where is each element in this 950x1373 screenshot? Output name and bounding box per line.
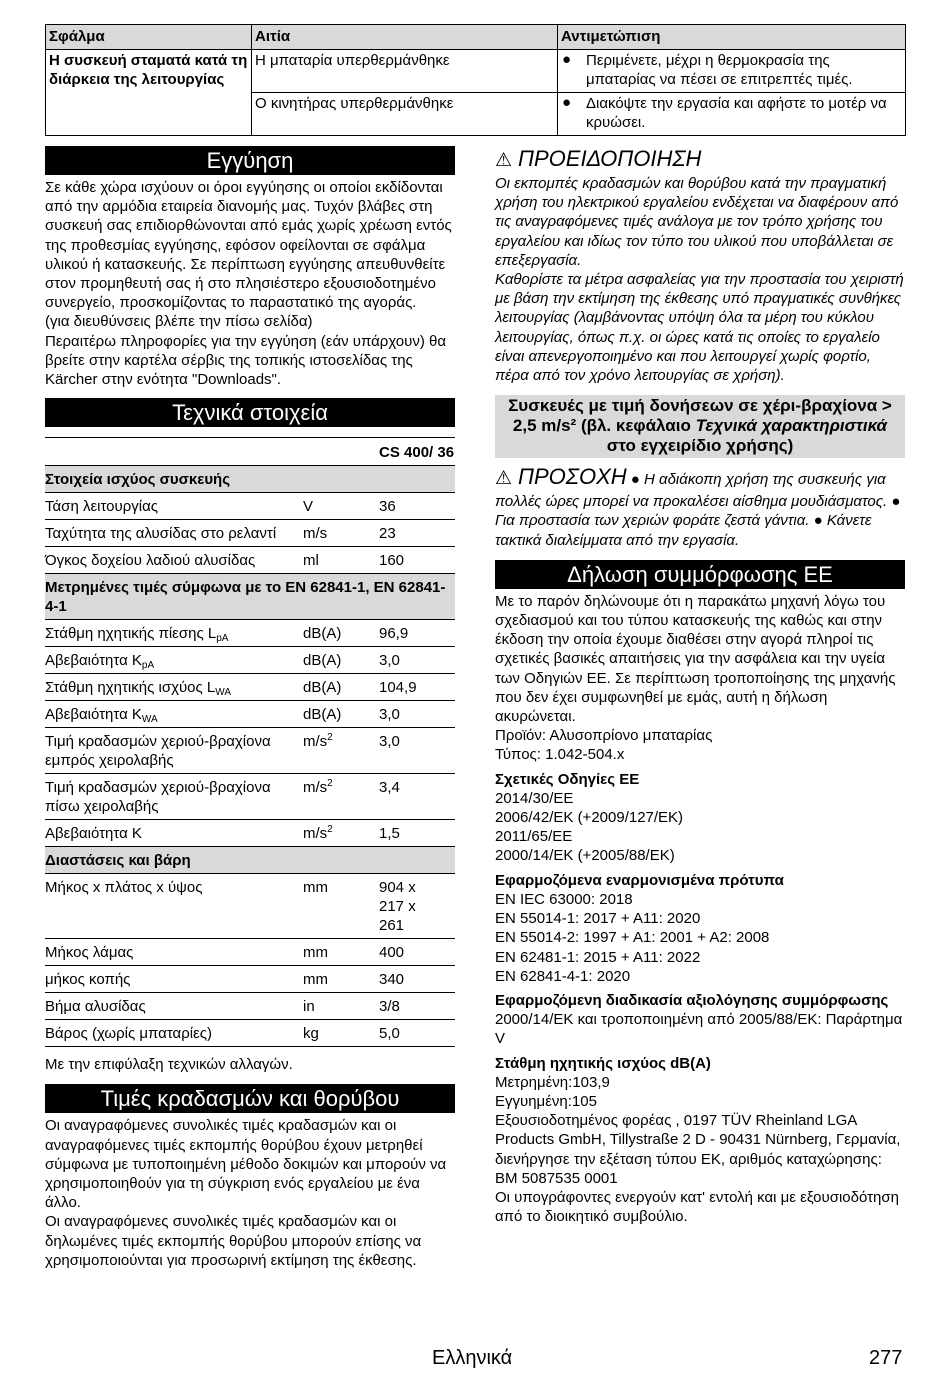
table-row: [45, 674, 455, 701]
row-label: Ταχύτητα της αλυσίδας στο ρελαντί: [45, 520, 303, 547]
table-row: [45, 874, 455, 939]
list-item: EN 62481-1: 2015 + A11: 2022: [495, 948, 701, 966]
list-item: 2006/42/ΕΚ (+2009/127/ΕΚ): [495, 809, 684, 827]
model-name: CS 400/ 36: [379, 438, 455, 466]
bullet-icon: ●: [562, 94, 572, 111]
remedy-text: Περιμένετε, μέχρι η θερμοκρασία της μπαταρίας να πέσει σε επιτρεπτές τιμές.: [586, 52, 853, 88]
row-label: μήκος κοπής: [45, 966, 303, 993]
table-row: [45, 520, 455, 547]
row-unit: $m/s^2$: [303, 728, 379, 774]
table-row: [45, 820, 455, 847]
table-row: [45, 939, 455, 966]
row-unit: kg: [303, 1020, 379, 1047]
page-number: 277: [869, 1347, 903, 1369]
header-cause: Αιτία: [252, 25, 558, 50]
warning-text-1: Οι εκπομπές κραδασμών και θορύβου κατά την πραγματική χρήση του ηλεκτρικού εργαλείου ενδέχεται να διαφέρουν από τις αναγραφόμενες τιμές ανάλογα με τον τρόπο χρήσης του εργαλείου και ιδίως τον τύπο του υλικού που υποβάλλεται σε επεξεργασία.: [495, 175, 899, 269]
row-unit: mm: [303, 939, 379, 966]
warning-triangle-icon: ⚠: [495, 468, 513, 490]
list-item: EN 55014-2: 1997 + A1: 2001 + A2: 2008: [495, 929, 770, 947]
warning-triangle-icon: ⚠: [495, 150, 513, 171]
row-unit: V: [303, 493, 379, 520]
cause-cell: Ο κινητήρας υπερθερμάνθηκε: [252, 93, 558, 136]
warranty-text: Σε κάθε χώρα ισχύουν οι όροι εγγύησης οι οποίοι εκδίδονται από την αρμόδια εταιρεία διανομής μας. Τυχόν βλάβες στη συσκευή σας επιδιορθώνονται από εμάς χωρίς χρέωση εντός της προθεσμίας εγγύησης, εφόσον οφείλονται σε σφάλμα υλικού ή κατασκευής. Σε περίπτωση εγγύησης απευθυνθείτε στον προμηθευτή σας ή στο πλησιέστερο εξουσιοδοτημένο συνεργείο, προσκομίζοντας το παραστατικό της αγοράς.: [45, 179, 452, 312]
warning-text-2: Καθορίστε τα μέτρα ασφαλείας για την προστασία του χειριστή με βάση την εκτίμηση της έκθεσης υπό πραγματικές συνθήκες λειτουργίας (λαμβάνοντας υπόψη όλα τα μέρη του κύκλου λειτουργίας, όπως π.χ. οι ώρες κατά τις οποίες το εργαλείο είναι απενεργοποιημένο και που λειτουργεί χωρίς φορτίο, πέρα από τον χρόνο λειτουργίας σε χρήση).: [495, 271, 904, 385]
list-item: EN IEC 63000: 2018: [495, 890, 633, 908]
row-label: Μήκος λάμας: [45, 939, 303, 966]
list-item: EN 55014-1: 2017 + A11: 2020: [495, 910, 701, 928]
tech-heading: Τεχνικά στοιχεία: [45, 398, 455, 427]
troubleshooting-header-row: [46, 25, 906, 50]
conformity-heading: Δήλωση συμμόρφωσης ΕΕ: [495, 560, 905, 589]
conformity-type: Τύπος: 1.042-504.x: [495, 746, 625, 764]
row-value: 3,4: [379, 774, 455, 820]
header-fault: Σφάλμα: [46, 25, 252, 50]
table-row: [46, 50, 906, 93]
list-item: EN 62841-4-1: 2020: [495, 967, 631, 985]
table-row: [45, 701, 455, 728]
footer-language: Ελληνικά: [432, 1347, 513, 1369]
row-label: Μήκος x πλάτος x ύψος: [45, 874, 303, 939]
row-label: Αβεβαιότητα $K_{WA}$: [45, 701, 303, 728]
standards-heading: Εφαρμοζόμενα εναρμονισμένα πρότυπα: [495, 871, 784, 889]
sound-guaranteed: Εγγυημένη:105: [495, 1092, 597, 1110]
row-value: 400: [379, 939, 455, 966]
conformity-intro: Με το παρόν δηλώνουμε ότι η παρακάτω μηχανή λόγω του σχεδιασμού και του τύπου κατασκευής της καθώς και στην έκδοση την οποία έχουμε διαθέσει στην αγορά πληροί τις σχετικές βασικές απαιτήσεις για την ασφάλεια και την υγεία των Οδηγιών ΕΕ. Σε περίπτωση τροποποίησης της μηχανής που δεν έχει συμφωνηθεί με εμάς, αυτή η δήλωση ακυρώνεται.: [495, 592, 896, 726]
bullet-icon: ●: [562, 51, 572, 68]
row-value: 160: [379, 547, 455, 574]
section-power: Στοιχεία ισχύος συσκευής: [45, 466, 455, 493]
row-unit: dB(A): [303, 647, 379, 674]
row-unit: mm: [303, 874, 379, 939]
signers-text: Οι υπογράφοντες ενεργούν κατ' εντολή και με εξουσιοδότηση από το διοικητικό συμβούλιο.: [495, 1188, 899, 1226]
table-row: [45, 620, 455, 647]
row-unit: dB(A): [303, 674, 379, 701]
warranty-more: Περαιτέρω πληροφορίες για την εγγύηση (εάν υπάρχουν) θα βρείτε στην καρτέλα σέρβις της τοπικής ιστοσελίδας της Kärcher στην ενότητα "Downloads".: [45, 332, 447, 389]
vibration-text-1: Οι αναγραφόμενες συνολικές τιμές κραδασμών και οι αναγραφόμενες τιμές εκπομπής θορύβου έχουν μετρηθεί σύμφωνα με τυποποιημένη μέθοδο δοκιμών και μπορούν να χρησιμοποιηθούν για τη σύγκριση ενός εργαλείου με ένα άλλο.: [45, 1117, 447, 1212]
directives-heading: Σχετικές Οδηγίες ΕΕ: [495, 770, 640, 788]
row-value: 104,9: [379, 674, 455, 701]
row-label: Τιμή κραδασμών χεριού-βραχίονα πίσω χειρολαβής: [45, 774, 303, 820]
row-value: 3,0: [379, 647, 455, 674]
table-row: [45, 966, 455, 993]
list-item: 2011/65/ΕΕ: [495, 828, 573, 846]
vibration-notice-box: Συσκευές με τιμή δονήσεων σε χέρι-βραχίονα > 2,5 m/s² (βλ. κεφάλαιο Τεχνικά χαρακτηριστικά στο εγχειρίδιο χρήσης): [495, 395, 905, 458]
right-column: [495, 146, 905, 1226]
warning-heading: [495, 146, 905, 174]
row-value: 23: [379, 520, 455, 547]
row-unit: m/s: [303, 520, 379, 547]
left-column: [45, 146, 455, 1270]
tech-table: [45, 437, 455, 1047]
row-label: Στάθμη ηχητικής ισχύος $L_{WA}$: [45, 674, 303, 701]
remedy-cell: [558, 50, 906, 93]
row-value: 3/8: [379, 993, 455, 1020]
row-label: Αβεβαιότητα K: [45, 820, 303, 847]
row-value: 36: [379, 493, 455, 520]
row-unit: dB(A): [303, 701, 379, 728]
caution-block: [495, 464, 905, 550]
row-unit: dB(A): [303, 620, 379, 647]
row-value: 340: [379, 966, 455, 993]
cause-cell: Η μπαταρία υπερθερμάνθηκε: [252, 50, 558, 93]
table-row: [45, 547, 455, 574]
row-label: Βήμα αλυσίδας: [45, 993, 303, 1020]
row-unit: ml: [303, 547, 379, 574]
caution-text: ● Η αδιάκοπη χρήση της συσκευής για πολλές ώρες μπορεί να προκαλέσει αίσθημα μουδιάσματος. ● Για προστασία των χεριών φοράτε ζεστά γάντια. ● Κάνετε τακτικά διαλείμματα από την εργασία.: [495, 471, 901, 549]
warning-title: ΠΡΟΕΙΔΟΠΟΙΗΣΗ: [518, 146, 702, 171]
row-label: Αβεβαιότητα $K_{pA}$: [45, 647, 303, 674]
list-item: 2014/30/ΕΕ: [495, 789, 574, 807]
vibration-text-2: Οι αναγραφόμενες συνολικές τιμές κραδασμών και οι δηλωμένες τιμές εκπομπής θορύβου μπορούν επίσης να χρησιμοποιούνται για προσωρινή εκτίμηση της έκθεσης.: [45, 1213, 422, 1269]
row-value: 3,0: [379, 701, 455, 728]
row-unit: $m/s^2$: [303, 774, 379, 820]
row-value: 3,0: [379, 728, 455, 774]
warranty-note: (για διευθύνσεις βλέπε την πίσω σελίδα): [45, 313, 313, 331]
section-row: [45, 466, 455, 493]
row-label: Τάση λειτουργίας: [45, 493, 303, 520]
table-row: [45, 728, 455, 774]
row-unit: mm: [303, 966, 379, 993]
remedy-text: Διακόψτε την εργασία και αφήστε το μοτέρ να κρυώσει.: [586, 95, 887, 131]
list-item: 2000/14/ΕΚ (+2005/88/ΕΚ): [495, 847, 675, 865]
row-label: Όγκος δοχείου λαδιού αλυσίδας: [45, 547, 303, 574]
section-measured: Μετρημένες τιμές σύμφωνα με το EN 62841-1, EN 62841-4-1: [45, 574, 455, 620]
row-label: Βάρος (χωρίς μπαταρίες): [45, 1020, 303, 1047]
row-unit: in: [303, 993, 379, 1020]
caution-heading: ⚠ ΠΡΟΣΟΧΗ: [495, 464, 627, 490]
table-row: [45, 438, 455, 466]
conformity-product: Προϊόν: Αλυσοπρίονο μπαταρίας: [495, 727, 713, 745]
table-row: [45, 1020, 455, 1047]
row-value: 1,5: [379, 820, 455, 847]
vibration-heading: Τιμές κραδασμών και θορύβου: [45, 1084, 455, 1113]
troubleshooting-table: [45, 24, 906, 136]
procedure-text: 2000/14/ΕΚ και τροποποιημένη από 2005/88/ΕΚ: Παράρτημα V: [495, 1011, 903, 1048]
table-row: [45, 647, 455, 674]
row-label: Στάθμη ηχητικής πίεσης $L_{pA}$: [45, 620, 303, 647]
section-row: [45, 574, 455, 620]
notified-body-text: Εξουσιοδοτημένος φορέας , 0197 TÜV Rheinland LGA Products GmbH, Tillystraße 2 D - 90431 Nürnberg, Γερμανία, διενήργησε την εξέταση τύπου ΕΚ, αριθμός καταχώρησης: BM 5087535 0001: [495, 1112, 901, 1187]
row-value: 96,9: [379, 620, 455, 647]
row-value: 904 x 217 x 261: [379, 874, 455, 939]
sound-power-heading: Στάθμη ηχητικής ισχύος dB(A): [495, 1054, 711, 1072]
remedy-cell: [558, 93, 906, 136]
row-label: Τιμή κραδασμών χεριού-βραχίονα εμπρός χειρολαβής: [45, 728, 303, 774]
section-dimensions: Διαστάσεις και βάρη: [45, 847, 455, 874]
row-value: 5,0: [379, 1020, 455, 1047]
technical-reserve-note: Με την επιφύλαξη τεχνικών αλλαγών.: [45, 1056, 293, 1074]
warranty-heading: Εγγύηση: [45, 146, 455, 175]
procedure-heading: Εφαρμοζόμενη διαδικασία αξιολόγησης συμμόρφωσης: [495, 991, 889, 1009]
table-row: [45, 493, 455, 520]
sound-measured: Μετρημένη:103,9: [495, 1073, 610, 1091]
row-unit: $m/s^2$: [303, 820, 379, 847]
header-remedy: Αντιμετώπιση: [558, 25, 906, 50]
fault-cell: Η συσκευή σταματά κατά τη διάρκεια της λειτουργίας: [46, 50, 252, 136]
table-row: [45, 774, 455, 820]
section-row: [45, 847, 455, 874]
table-row: [45, 993, 455, 1020]
